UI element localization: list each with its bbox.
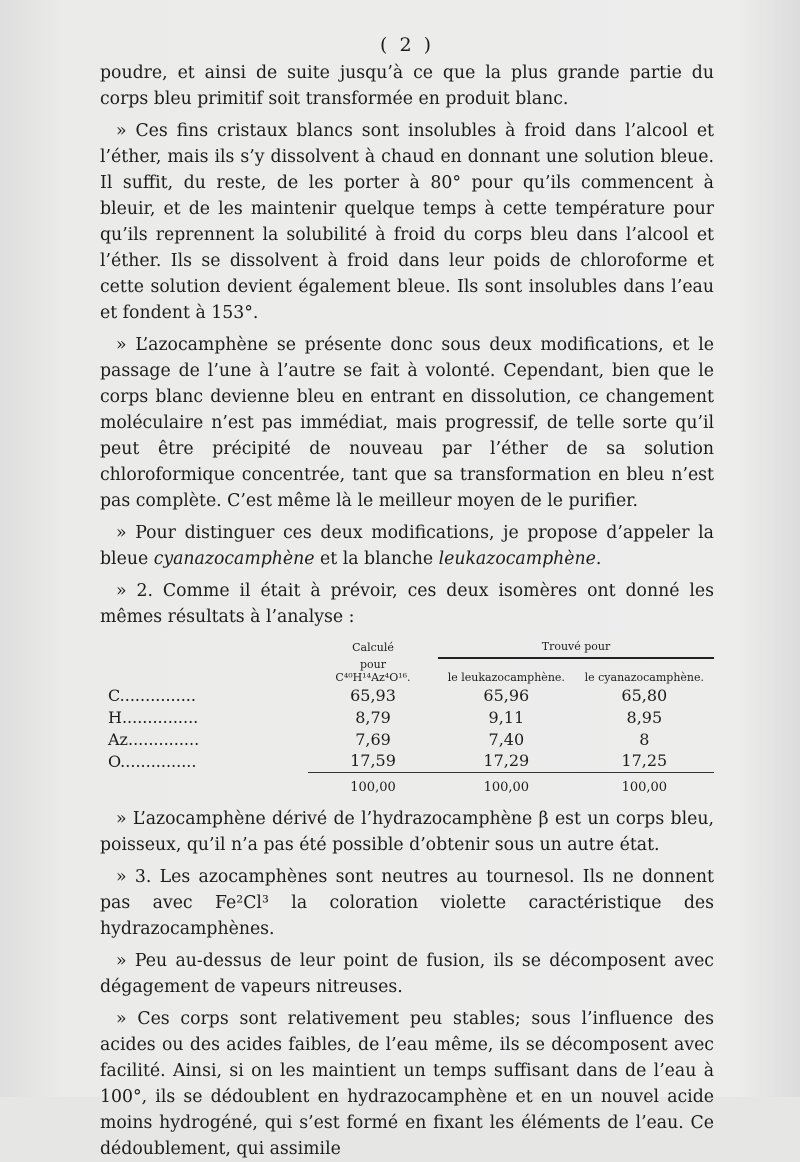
calcule-header (308, 636, 438, 658)
calcule-label: Calculé (352, 640, 394, 654)
paragraph-stability: » Ces corps sont relativement peu stables; sous l’influence des acides ou des acides faibles, de l’eau même, ils se décomposent avec facilité. Ainsi, si on les maintient un temps suffisant dans de l’eau à 100°, ils se dédoublent en hydrazocamphène et en un nouvel acide moins hydrogéné, qui s’est formé en fixant les éléments de l’eau. Ce dédoublement, qui assimile (100, 1009, 714, 1159)
formula-label: C⁴⁰H¹⁴Az⁴O¹⁶. (335, 671, 411, 684)
names-middle: et la blanche (320, 549, 434, 569)
leuk-value: 9,11 (488, 707, 525, 727)
calc-value: 7,69 (355, 729, 391, 749)
element-label: Az.............. (108, 729, 200, 749)
paragraph-1: poudre, et ainsi de suite jusqu’à ce que la plus grande partie du corps bleu primitif soit transformée en produit blanc. (100, 63, 714, 109)
leuk-value: 17,29 (483, 751, 530, 771)
calc-total: 100,00 (308, 772, 438, 798)
paragraph-fusion: » Peu au-dessus de leur point de fusion, ils se décomposent avec dégagement de vapeurs nitreuses. (100, 951, 714, 997)
leuk-column-header: le leukazocamphène. (447, 671, 565, 684)
paragraph-neutral: » 3. Les azocamphènes sont neutres au tournesol. Ils ne donnent pas avec Fe²Cl³ la coloration violette caractéristique des hydrazocamphènes. (100, 867, 714, 939)
trouve-header: Trouvé pour (438, 636, 714, 658)
cyan-total: 100,00 (575, 772, 714, 798)
paragraph-beta: » L’azocamphène dérivé de l’hydrazocamphène β est un corps bleu, poisseux, qu’il n’a pas été possible d’obtenir sous un autre état. (100, 809, 714, 855)
table-row (100, 750, 714, 772)
pour-label: pour (359, 658, 386, 671)
analysis-table (100, 636, 714, 798)
paragraph-3: » L’azocamphène se présente donc sous deux modifications, et le passage de l’une à l’autre se fait à volonté. Cependant, bien que le corps blanc devienne bleu en entrant en dissolution, ce changement moléculaire n’est pas immédiat, mais progressif, de telle sorte qu’il peut être précipité de nouveau par l’éther de sa solution chloroformique concentrée, tant que sa transformation en bleu n’est pas complète. C’est même là le meilleur moyen de le purifier. (100, 335, 714, 511)
calc-value: 8,79 (355, 707, 391, 727)
paragraph-2: » Ces fins cristaux blancs sont insolubles à froid dans l’alcool et l’éther, mais ils s’y dissolvent à chaud en donnant une solution bleue. Il suffit, du reste, de les porter à 80° pour qu’ils commencent à bleuir, et de les maintenir quelque temps à cette température pour qu’ils reprennent la solubilité à froid du corps bleu dans l’alcool et l’éther. Ils se dissolvent à froid dans leur poids de chloroforme et cette solution devient également bleue. Ils sont insolubles dans l’eau et fondent à 153°. (100, 121, 714, 323)
table-row (100, 706, 714, 728)
element-label: H............... (108, 707, 199, 727)
element-label: O............... (108, 751, 197, 771)
name-cyanazocamphene: cyanazocamphène (153, 549, 315, 569)
table-row (100, 728, 714, 750)
cyan-column-header: le cyanazocamphène. (584, 671, 705, 684)
calc-value: 17,59 (350, 751, 396, 771)
cyan-value: 8,95 (626, 707, 663, 727)
calc-column-header (308, 658, 438, 684)
table-row (100, 684, 714, 706)
names-prefix: » Pour distinguer ces deux modifications, je propose d’appeler la bleue (100, 523, 714, 569)
cyan-value: 8 (639, 729, 650, 749)
names-suffix: . (595, 549, 602, 569)
paragraph-analysis: » 2. Comme il était à prévoir, ces deux isomères ont donné les mêmes résultats à l’analyse : (100, 581, 714, 627)
calc-value: 65,93 (350, 685, 396, 705)
paragraph-names (100, 520, 714, 572)
cyan-value: 65,80 (621, 685, 668, 705)
cyan-value: 17,25 (621, 751, 668, 771)
element-label: C............... (108, 685, 196, 705)
leuk-value: 7,40 (488, 729, 525, 749)
leuk-value: 65,96 (483, 685, 530, 705)
leuk-total: 100,00 (438, 772, 575, 798)
page-number: ( 2 ) (380, 34, 434, 56)
name-leukazocamphene: leukazocamphène (438, 549, 596, 569)
totals-row (100, 772, 714, 798)
